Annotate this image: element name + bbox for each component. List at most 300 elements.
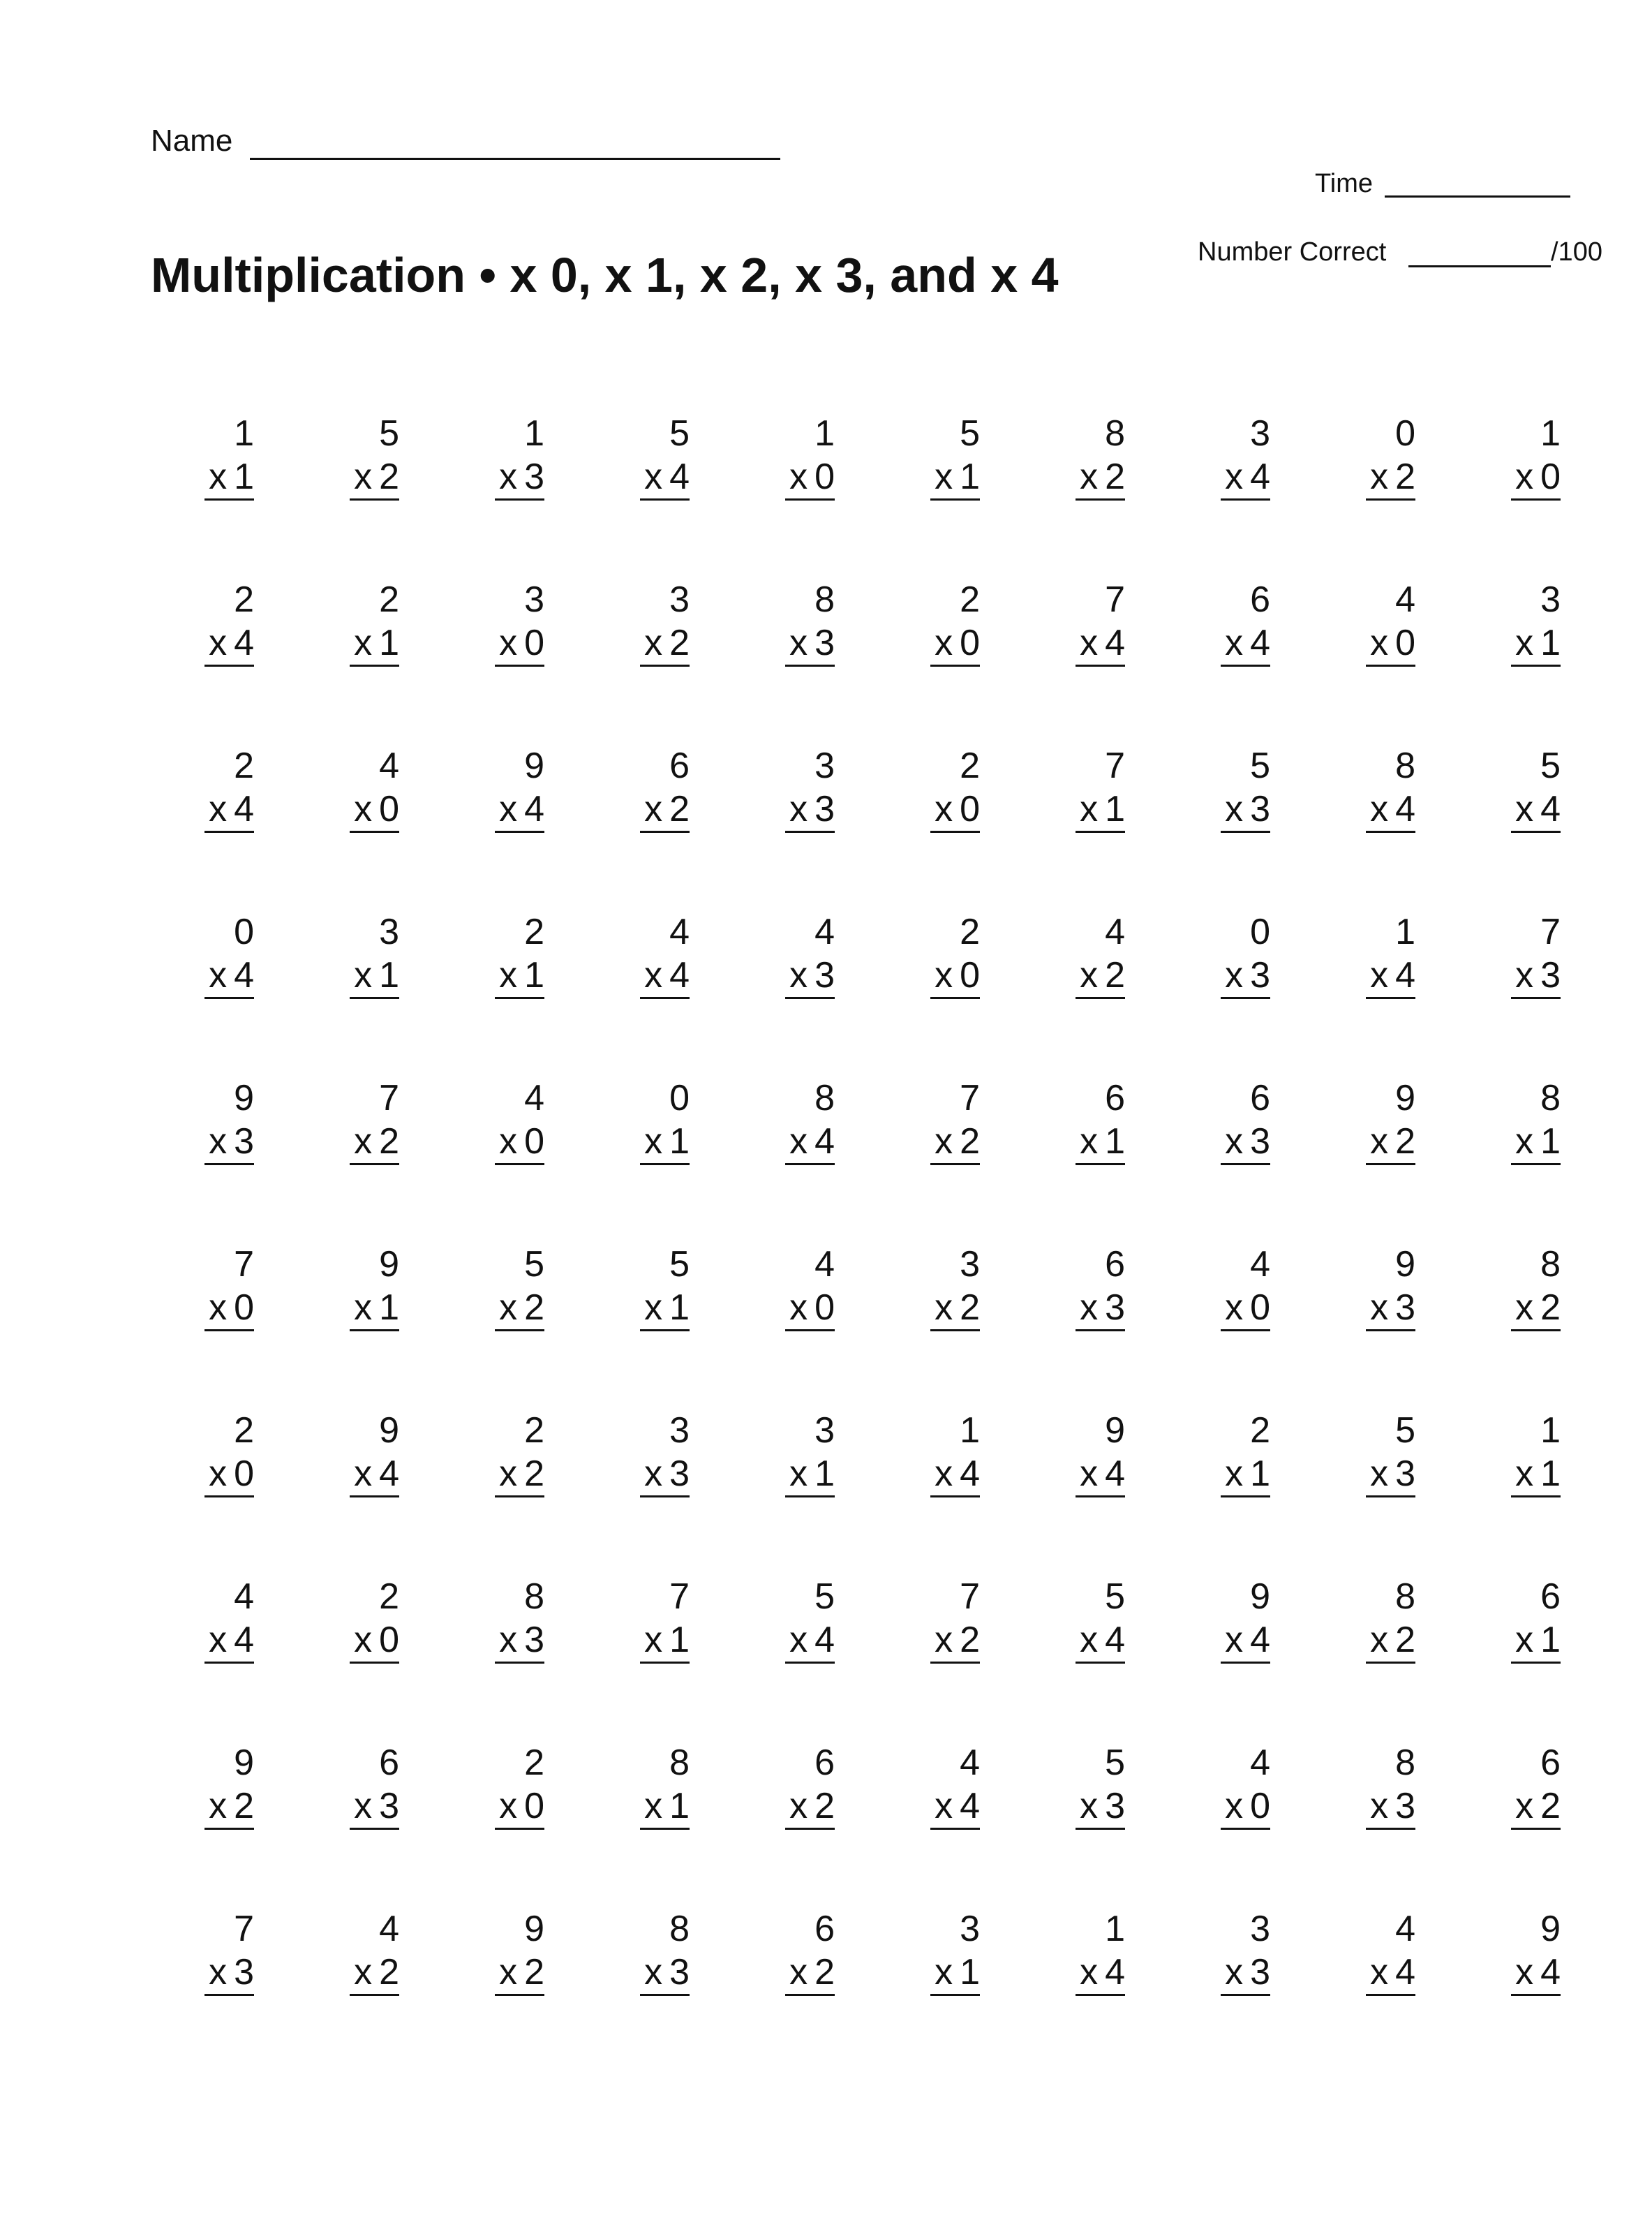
multiplication-problem [1511,578,1561,667]
multiplier: 4 [960,1453,980,1494]
multiplication-problem [495,1077,544,1165]
problem-cell [1312,1077,1457,1243]
multiplier: 4 [1105,1620,1125,1660]
multiplier-row [350,1120,399,1165]
multiplier: 0 [1395,623,1415,663]
problem-cell [877,1243,1022,1409]
multiplicand: 2 [524,912,544,952]
problem-cell [441,412,586,578]
multiplicand: 4 [524,1078,544,1118]
multiplicand: 2 [234,1410,254,1451]
times-operator: x [499,457,518,497]
problem-cell [1457,1907,1602,2073]
times-operator: x [209,1952,228,1992]
multiplier: 3 [814,623,835,663]
multiplier-row [495,954,544,999]
multiplier: 3 [814,789,835,829]
multiplicand: 3 [1250,413,1270,454]
problem-cell [731,578,877,744]
times-operator: x [499,955,518,996]
multiplier-row [1366,455,1415,501]
times-operator: x [354,1620,373,1660]
multiplier-row [350,1286,399,1331]
multiplier-row [1511,1618,1561,1664]
multiplicand: 8 [1105,413,1125,454]
problem-cell [586,910,731,1077]
problem-cell [1167,412,1312,578]
multiplier: 1 [669,1287,690,1328]
multiplication-problem [350,412,399,501]
times-operator: x [644,623,663,663]
multiplier: 4 [234,955,254,996]
multiplicand: 0 [234,912,254,952]
multiplicand: 4 [1395,1909,1415,1949]
multiplication-problem [640,1243,690,1331]
multiplication-problem [640,1409,690,1497]
multiplier-row [640,455,690,501]
multiplier-row [785,787,835,833]
multiplicand: 4 [960,1743,980,1783]
multiplier-row [785,954,835,999]
multiplicand: 3 [814,746,835,786]
times-operator: x [209,1620,228,1660]
problem-cell [731,1077,877,1243]
times-operator: x [1515,457,1534,497]
multiplication-problem [350,1409,399,1497]
problem-cell [441,578,586,744]
multiplier: 0 [814,1287,835,1328]
multiplicand: 2 [524,1410,544,1451]
number-correct-field[interactable] [1408,265,1551,267]
problem-cell [1312,578,1457,744]
multiplier: 2 [1395,457,1415,497]
times-operator: x [354,1786,373,1826]
times-operator: x [1225,1453,1244,1494]
problem-cell [586,412,731,578]
name-label: Name [151,124,233,158]
times-operator: x [789,1121,808,1162]
problem-cell [1167,744,1312,910]
multiplier-row [1076,1951,1125,1996]
multiplication-problem [495,1575,544,1664]
multiplier: 1 [1540,1121,1561,1162]
multiplier-row [785,1951,835,1996]
multiplier: 4 [669,457,690,497]
times-operator: x [935,1287,953,1328]
multiplicand: 2 [1250,1410,1270,1451]
problem-cell [731,744,877,910]
multiplication-problem [930,1243,980,1331]
multiplier-row [785,1618,835,1664]
multiplier: 0 [524,1786,544,1826]
times-operator: x [1370,1952,1389,1992]
multiplication-problem [1221,1575,1270,1664]
time-field[interactable] [1385,195,1570,198]
times-operator: x [499,1453,518,1494]
times-operator: x [354,1453,373,1494]
problem-cell [151,1741,296,1907]
multiplier-row [1221,954,1270,999]
problem-cell [1312,1907,1457,2073]
multiplication-problem [930,578,980,667]
multiplier-row [1366,787,1415,833]
problem-cell [1022,1907,1167,2073]
problem-cell [1312,1243,1457,1409]
multiplicand: 3 [524,579,544,620]
multiplicand: 7 [1105,746,1125,786]
multiplication-problem [930,1575,980,1664]
multiplier: 1 [1540,1620,1561,1660]
multiplication-problem [785,744,835,833]
problem-cell [1167,1409,1312,1575]
multiplier: 4 [1105,623,1125,663]
multiplicand: 4 [814,1244,835,1285]
times-operator: x [935,1453,953,1494]
multiplier-row [204,1120,254,1165]
multiplicand: 4 [234,1576,254,1617]
multiplier: 2 [524,1952,544,1992]
multiplication-problem [1366,1575,1415,1664]
multiplicand: 6 [379,1743,399,1783]
multiplicand: 4 [379,1909,399,1949]
multiplicand: 7 [1540,912,1561,952]
multiplication-problem [785,1077,835,1165]
multiplicand: 4 [814,912,835,952]
problem-cell [1457,1409,1602,1575]
times-operator: x [644,955,663,996]
problem-cell [296,1243,441,1409]
multiplication-problem [640,1077,690,1165]
multiplicand: 0 [1395,413,1415,454]
multiplier-row [1511,1452,1561,1497]
problem-cell [296,1907,441,2073]
multiplication-problem [1511,1575,1561,1664]
multiplier-row [930,1452,980,1497]
multiplication-problem [1366,744,1415,833]
multiplier-row [495,621,544,667]
times-operator: x [935,1786,953,1826]
times-operator: x [1515,789,1534,829]
problem-cell [731,1907,877,2073]
problem-cell [586,1741,731,1907]
multiplication-problem [930,1741,980,1830]
multiplicand: 6 [1105,1244,1125,1285]
problem-cell [877,412,1022,578]
problem-cell [731,1575,877,1741]
multiplication-problem [1076,1575,1125,1664]
multiplier-row [495,787,544,833]
multiplication-problem [495,412,544,501]
multiplier-row [930,1618,980,1664]
times-operator: x [1225,1786,1244,1826]
problem-cell [1167,1077,1312,1243]
problem-cell [586,1575,731,1741]
multiplier-row [1076,1618,1125,1664]
multiplier: 3 [234,1121,254,1162]
problem-cell [1022,744,1167,910]
multiplier-row [495,1452,544,1497]
multiplier-row [640,1120,690,1165]
multiplier-row [204,1618,254,1664]
problem-cell [296,412,441,578]
problem-cell [586,578,731,744]
multiplier: 2 [814,1786,835,1826]
multiplier: 1 [234,457,254,497]
multiplier: 3 [234,1952,254,1992]
multiplier-row [1511,1784,1561,1830]
multiplier: 0 [960,789,980,829]
multiplicand: 7 [960,1078,980,1118]
problem-cell [296,1741,441,1907]
multiplicand: 2 [960,746,980,786]
times-operator: x [935,789,953,829]
problem-cell [586,1077,731,1243]
times-operator: x [935,1620,953,1660]
problem-cell [731,1243,877,1409]
multiplier-row [1221,1618,1270,1664]
times-operator: x [1370,1453,1389,1494]
multiplication-problem [1221,744,1270,833]
multiplication-problem [350,578,399,667]
multiplier-row [350,1784,399,1830]
problem-cell [1167,1575,1312,1741]
multiplier-row [785,1784,835,1830]
multiplication-problem [350,1077,399,1165]
times-operator: x [209,955,228,996]
multiplication-problem [785,1907,835,1996]
multiplication-problem [1221,412,1270,501]
multiplication-problem [1366,1243,1415,1331]
problem-cell [1312,910,1457,1077]
multiplicand: 1 [1395,912,1415,952]
multiplicand: 8 [814,579,835,620]
multiplier-row [350,455,399,501]
multiplier-row [204,954,254,999]
multiplier: 0 [1250,1287,1270,1328]
number-correct-total: /100 [1551,237,1602,267]
multiplicand: 1 [524,413,544,454]
multiplier-row [1366,1951,1415,1996]
multiplier: 0 [234,1287,254,1328]
multiplicand: 2 [234,579,254,620]
problem-cell [441,910,586,1077]
multiplicand: 5 [1250,746,1270,786]
multiplier: 0 [524,1121,544,1162]
times-operator: x [1225,457,1244,497]
problem-cell [1312,744,1457,910]
multiplication-problem [930,1409,980,1497]
multiplicand: 2 [524,1743,544,1783]
times-operator: x [1080,1287,1099,1328]
multiplicand: 9 [1395,1078,1415,1118]
times-operator: x [1225,1287,1244,1328]
multiplier-row [640,1951,690,1996]
multiplier-row [930,455,980,501]
multiplier: 2 [960,1620,980,1660]
problem-cell [151,412,296,578]
times-operator: x [209,623,228,663]
multiplier-row [930,1286,980,1331]
times-operator: x [1225,623,1244,663]
times-operator: x [209,1287,228,1328]
multiplier: 3 [524,457,544,497]
multiplication-problem [930,412,980,501]
times-operator: x [1080,1952,1099,1992]
multiplication-problem [930,910,980,999]
multiplicand: 8 [814,1078,835,1118]
times-operator: x [1370,789,1389,829]
multiplicand: 7 [669,1576,690,1617]
multiplier-row [204,621,254,667]
times-operator: x [789,1620,808,1660]
number-correct-label: Number Correct [1198,237,1387,267]
times-operator: x [354,1287,373,1328]
multiplication-problem [495,1741,544,1830]
times-operator: x [1080,1453,1099,1494]
times-operator: x [1515,1952,1534,1992]
multiplication-problem [204,910,254,999]
times-operator: x [354,1952,373,1992]
multiplier: 3 [1250,789,1270,829]
multiplier-row [495,455,544,501]
multiplicand: 3 [960,1909,980,1949]
problem-cell [1457,1741,1602,1907]
multiplication-problem [350,1243,399,1331]
multiplication-problem [1511,1409,1561,1497]
multiplier: 4 [1540,789,1561,829]
multiplier: 3 [669,1453,690,1494]
multiplier: 2 [524,1453,544,1494]
multiplicand: 2 [379,1576,399,1617]
times-operator: x [1080,457,1099,497]
multiplication-problem [640,1575,690,1664]
multiplier-row [350,787,399,833]
multiplication-problem [1511,412,1561,501]
problem-cell [296,1575,441,1741]
times-operator: x [789,1453,808,1494]
multiplicand: 6 [669,746,690,786]
multiplication-problem [785,1741,835,1830]
multiplier: 4 [1250,1620,1270,1660]
multiplier: 4 [814,1121,835,1162]
multiplier: 4 [1105,1952,1125,1992]
multiplier-row [1366,1784,1415,1830]
multiplicand: 4 [1250,1244,1270,1285]
multiplier: 1 [669,1121,690,1162]
problem-cell [1022,910,1167,1077]
multiplication-problem [785,578,835,667]
times-operator: x [1080,623,1099,663]
multiplicand: 4 [1105,912,1125,952]
multiplier-row [1221,787,1270,833]
multiplication-problem [1076,1741,1125,1830]
problem-cell [1457,412,1602,578]
times-operator: x [1515,1620,1534,1660]
multiplier: 3 [1250,1952,1270,1992]
multiplier-row [930,1951,980,1996]
times-operator: x [1515,1453,1534,1494]
multiplier: 2 [814,1952,835,1992]
problem-cell [877,1077,1022,1243]
multiplication-problem [930,1907,980,1996]
multiplier: 4 [234,789,254,829]
multiplication-problem [640,1907,690,1996]
multiplier: 3 [669,1952,690,1992]
times-operator: x [644,789,663,829]
multiplication-problem [1366,1907,1415,1996]
name-field[interactable] [250,158,780,160]
multiplier: 0 [379,1620,399,1660]
multiplier: 4 [524,789,544,829]
times-operator: x [1225,789,1244,829]
multiplier: 1 [1540,1453,1561,1494]
multiplication-problem [1076,578,1125,667]
multiplication-problem [204,578,254,667]
multiplier-row [640,1452,690,1497]
multiplication-problem [350,1741,399,1830]
problem-cell [1022,1741,1167,1907]
multiplier: 4 [960,1786,980,1826]
multiplication-problem [204,1575,254,1664]
times-operator: x [789,1287,808,1328]
multiplier: 3 [524,1620,544,1660]
multiplicand: 5 [524,1244,544,1285]
multiplier: 0 [379,789,399,829]
multiplier-row [1076,1286,1125,1331]
multiplier-row [1076,1120,1125,1165]
times-operator: x [1370,1287,1389,1328]
multiplier: 2 [960,1121,980,1162]
multiplier-row [350,1618,399,1664]
times-operator: x [789,623,808,663]
multiplier: 2 [1105,457,1125,497]
problem-cell [877,1409,1022,1575]
multiplier-row [204,1452,254,1497]
multiplicand: 3 [669,579,690,620]
problem-cell [441,1409,586,1575]
multiplication-problem [785,1575,835,1664]
multiplier: 4 [1105,1453,1125,1494]
multiplicand: 1 [814,413,835,454]
multiplier-row [930,621,980,667]
multiplication-problem [204,1077,254,1165]
multiplier: 3 [1250,1121,1270,1162]
problem-cell [1167,578,1312,744]
multiplier-row [785,455,835,501]
times-operator: x [1370,623,1389,663]
multiplier: 1 [1105,789,1125,829]
problem-cell [441,1243,586,1409]
multiplier: 0 [524,623,544,663]
multiplier: 1 [669,1786,690,1826]
multiplicand: 8 [1395,1576,1415,1617]
multiplier-row [930,954,980,999]
multiplier: 2 [524,1287,544,1328]
times-operator: x [644,1620,663,1660]
multiplier-row [495,1286,544,1331]
multiplication-problem [1511,1741,1561,1830]
multiplier-row [1076,954,1125,999]
problem-cell [731,1409,877,1575]
multiplicand: 5 [1105,1743,1125,1783]
multiplier-row [1366,954,1415,999]
multiplication-problem [1511,1243,1561,1331]
multiplication-problem [640,1741,690,1830]
multiplicand: 7 [234,1909,254,1949]
multiplication-problem [1076,1409,1125,1497]
times-operator: x [644,1453,663,1494]
multiplicand: 9 [1250,1576,1270,1617]
